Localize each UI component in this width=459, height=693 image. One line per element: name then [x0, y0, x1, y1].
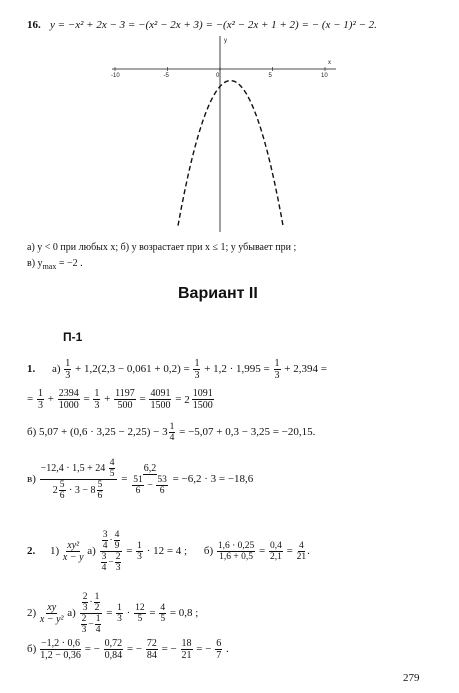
p2-line1: 2. 1) $\frac{\text{xy²}}{x - y}$ а) $\frac{3}{4}$ · $\frac{4}{9}$ $\frac{3}{4}$ − $\frac{2}{3}$ = $\frac{1}{3}$ · 12 = 4 ; б) $\frac{1,6 \cdot 0,25}{1,6 + 0,5}$ = $\frac{0,4}{2,1}$ = $\frac{4}{21}$ .	[27, 530, 310, 573]
section-heading: П-1	[63, 330, 83, 344]
answer-line-1: а) y < 0 при любых x; б) y возрастает при x ≤ 1; y убывает при ;	[27, 242, 297, 253]
mixed-number: 2 $\frac{1091}{1500}$	[184, 388, 213, 411]
answer-v-sub: max	[42, 262, 57, 271]
variant-heading: Вариант II	[178, 285, 258, 302]
problem16-formula: y = −x² + 2x − 3 = −(x² − 2x + 3) = −(x² − 2x + 1 + 2) = − (x − 1)² − 2.	[50, 19, 377, 31]
p1-a-line2: = $\frac{1}{3}$ + $\frac{2394}{1000}$ = $\frac{1}{3}$ + $\frac{1197}{500}$ = $\frac{4091}{1500}$ = 2 $\frac{1091}{1500}$	[27, 388, 213, 411]
parabola-graph	[110, 34, 338, 234]
p2-b-frac2: $\frac{0,4}{2,1}$	[270, 541, 282, 562]
answer-v-tail: = −2 .	[56, 258, 83, 269]
p1-b-line	[27, 422, 315, 443]
p2-b2-frac2: $\frac{0,72}{0,84}$	[104, 638, 123, 661]
p2-number: 2.	[27, 545, 36, 558]
p2-b2-frac3: $\frac{72}{84}$	[146, 638, 157, 661]
y-axis-label: y	[224, 38, 227, 44]
p1-number: 1.	[27, 363, 36, 376]
p2-b2-frac4: $\frac{18}{21}$	[181, 638, 192, 661]
fraction: $\frac{4091}{1500}$	[150, 388, 171, 411]
p1-v-label: в)	[27, 473, 36, 486]
p1-v-complex-fraction: −12,4 · 1,5 + 24 $\frac{4}{5}$ 2 $\frac{5}{6}$ · 3 − 8 $\frac{5}{6}$	[40, 458, 118, 501]
x-tick-label: -10	[111, 73, 120, 79]
p1-a-mid: + 1,2(2,3 − 0,061 + 0,2) =	[75, 363, 190, 376]
p1-v-line: в) −12,4 · 1,5 + 24 $\frac{4}{5}$ 2 $\frac{5}{6}$ · 3 − 8 $\frac{5}{6}$ = 6,2 $\frac{51}{6}$ − $\frac{53}{6}$ = −6,2 · 3 = −18,6	[27, 458, 254, 501]
fraction-quarter: $\frac{1}{4}$	[169, 422, 175, 443]
p1-b-text1: 5,07 + (0,6 · 3,25 − 2,25) − 3	[39, 426, 168, 439]
fraction: $\frac{2394}{1000}$	[58, 388, 79, 411]
x-tick-label: 10	[321, 73, 328, 79]
p2-b2-frac5: $\frac{6}{7}$	[216, 638, 222, 661]
p1-b-label: б)	[27, 426, 37, 439]
fraction-one-third: $\frac{1}{3}$	[274, 358, 280, 381]
page-number: 279	[403, 672, 420, 684]
p2-expr1: $\frac{\text{xy²}}{x - y}$	[62, 540, 84, 563]
p2-b-frac3: $\frac{4}{21}$	[296, 541, 307, 562]
p1-a-label: а)	[52, 363, 61, 376]
p1-a-end: + 2,394 =	[284, 363, 327, 376]
p2-line3: б) $\frac{-1,2 \cdot 0,6}{1,2 - 0,36}$ = − $\frac{0,72}{0,84}$ = − $\frac{72}{84}$ = − $\frac{18}{21}$ = − $\frac{6}{7}$ .	[27, 638, 229, 661]
p1-v-tail: = −6,2 · 3 = −18,6	[172, 473, 254, 486]
p1-b-text2: = −5,07 + 0,3 − 3,25 = −20,15.	[179, 426, 316, 439]
p2-b2-frac1: $\frac{-1,2 \cdot 0,6}{1,2 - 0,36}$	[40, 638, 81, 661]
answer-v: в) y	[27, 258, 43, 269]
fraction: $\frac{1}{3}$	[94, 388, 100, 411]
p2-a-complex: $\frac{3}{4}$ · $\frac{4}{9}$ $\frac{3}{4}$ − $\frac{2}{3}$	[101, 530, 121, 573]
fraction-one-third: $\frac{1}{3}$	[194, 358, 200, 381]
p1-a-mid2: + 1,2 · 1,995 =	[204, 363, 270, 376]
parabola-curve	[178, 81, 283, 226]
answer-line-2	[27, 258, 83, 271]
p1-v-frac2: 6,2 $\frac{51}{6}$ − $\frac{53}{6}$	[133, 463, 167, 496]
p2-b-frac1: $\frac{1,6 \cdot 0,25}{1,6 + 0,5}$	[217, 541, 255, 562]
x-tick-label: -5	[163, 73, 169, 79]
p2-line2: 2) $\frac{xy}{\text{x − y²}}$ а) $\frac{2}{3}$ · $\frac{1}{2}$ $\frac{2}{3}$ − $\frac{1}{4}$ = $\frac{1}{3}$ · $\frac{12}{5}$ = $\frac{4}{5}$ = 0,8 ;	[27, 592, 199, 635]
fraction: $\frac{1}{3}$	[37, 388, 43, 411]
fraction: $\frac{1197}{500}$	[115, 388, 135, 411]
x-axis-label: x	[328, 60, 331, 66]
x-tick-label: 0	[216, 73, 220, 79]
x-tick-label: 5	[268, 73, 272, 79]
p2-a2-complex: $\frac{2}{3}$ · $\frac{1}{2}$ $\frac{2}{3}$ − $\frac{1}{4}$	[81, 592, 101, 635]
problem-number: 16.	[27, 19, 41, 31]
p1-a-line1	[27, 358, 327, 381]
p2-expr2: $\frac{xy}{\text{x − y²}}$	[39, 602, 64, 625]
fraction-one-third: $\frac{1}{3}$	[65, 358, 71, 381]
